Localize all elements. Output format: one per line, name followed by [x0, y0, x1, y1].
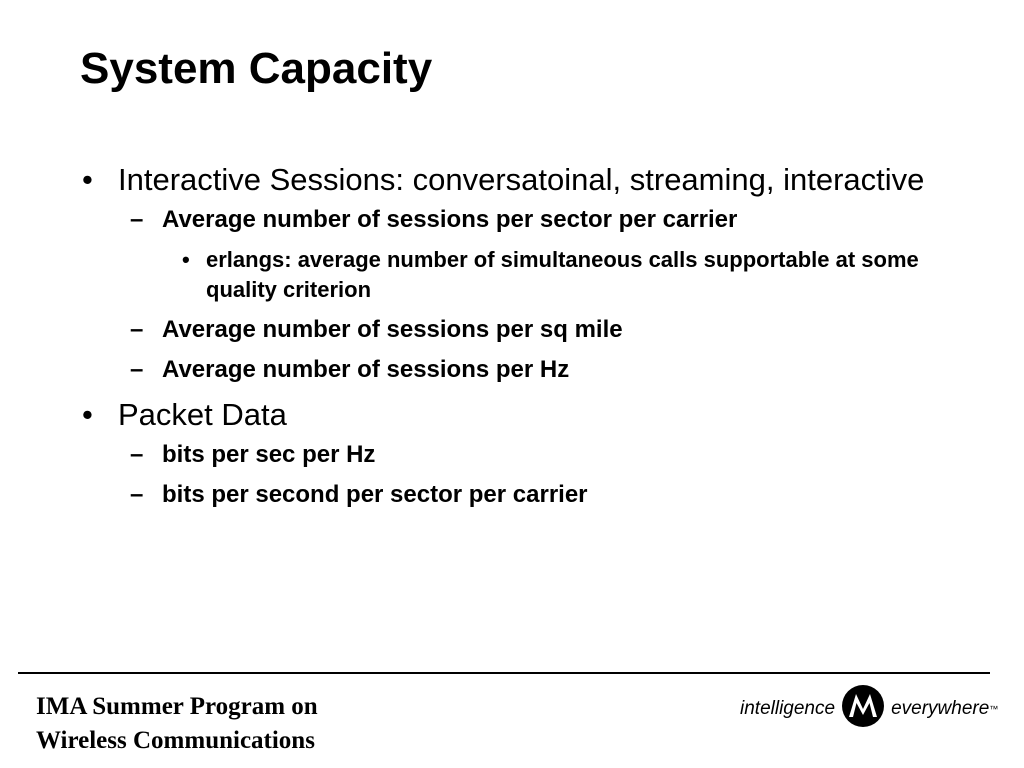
- footer-line-2: Wireless Communications: [36, 727, 315, 754]
- sub-sub-bullet-erlangs: [78, 245, 946, 305]
- dash-marker: –: [130, 356, 144, 383]
- dash-marker: –: [130, 316, 144, 343]
- sub-bullet-text: bits per second per sector per carrier: [162, 481, 588, 508]
- sub-bullet-text: Average number of sessions per sq mile: [162, 316, 623, 343]
- bullet-marker: •: [82, 162, 93, 197]
- bullet-text: Interactive Sessions: conversatoinal, streaming, interactive: [118, 162, 925, 197]
- bullet-interactive-sessions: [78, 160, 958, 199]
- dash-marker: –: [130, 441, 144, 468]
- sub-bullet-text: Average number of sessions per Hz: [162, 356, 570, 383]
- sub-bullet-text: bits per sec per Hz: [162, 441, 376, 468]
- trademark-symbol: ™: [989, 704, 999, 714]
- sub-bullet-bits-per-second-per-sector: [78, 480, 958, 510]
- sub-bullet-sessions-per-hz: [78, 355, 958, 385]
- footer-logo: [740, 686, 998, 732]
- bullet-marker: •: [182, 247, 190, 272]
- slide-body: [78, 160, 958, 520]
- bullet-marker: •: [82, 397, 93, 432]
- bullet-text: Packet Data: [118, 397, 287, 432]
- bullet-packet-data: [78, 395, 958, 434]
- slide-title: System Capacity: [80, 44, 433, 93]
- logo-text-left: intelligence: [740, 698, 836, 719]
- motorola-batwing-icon: [841, 684, 885, 734]
- sub-bullet-text: Average number of sessions per sector per carrier: [162, 206, 738, 233]
- sub-bullet-sessions-per-sq-mile: [78, 315, 958, 345]
- dash-marker: –: [130, 206, 144, 233]
- footer-divider: [18, 672, 990, 674]
- logo-text-right: everywhere: [891, 698, 990, 719]
- sub-sub-bullet-text: erlangs: average number of simultaneous calls supportable at some quality criterion: [206, 247, 919, 302]
- footer-program-name: [36, 690, 318, 758]
- sub-bullet-bits-per-sec-per-hz: [78, 440, 958, 470]
- footer-line-1: IMA Summer Program on: [36, 693, 318, 720]
- sub-bullet-sessions-per-sector: [78, 205, 958, 235]
- dash-marker: –: [130, 481, 144, 508]
